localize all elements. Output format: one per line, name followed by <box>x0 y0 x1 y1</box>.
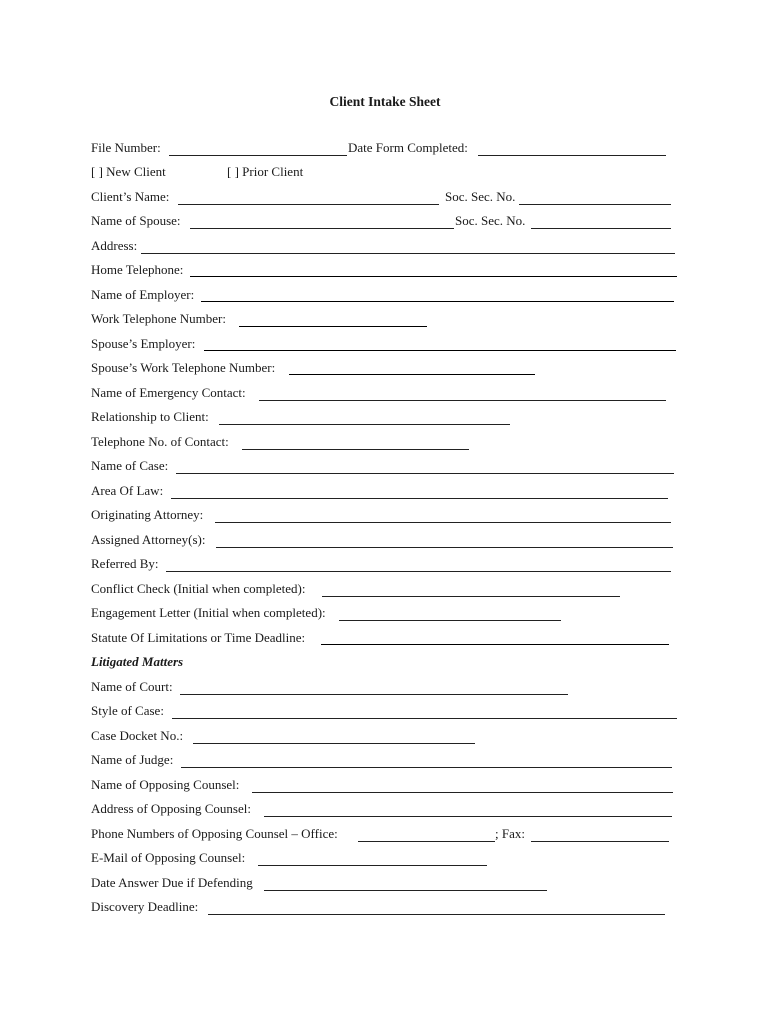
new-client-checkbox[interactable] <box>91 163 166 181</box>
date-form-completed-field[interactable] <box>478 155 666 156</box>
telephone-no-of-contact-field[interactable] <box>242 449 469 450</box>
work-telephone-number-field[interactable] <box>239 326 427 327</box>
referred-by-label: Referred By: <box>91 556 159 571</box>
soc-sec-no-2-label: Soc. Sec. No. <box>455 213 526 228</box>
soc-sec-no-2-field[interactable] <box>531 228 671 229</box>
engagement-letter-field[interactable] <box>339 620 561 621</box>
name-of-emergency-contact-label: Name of Emergency Contact: <box>91 385 246 400</box>
statute-of-limitations-label: Statute Of Limitations or Time Deadline: <box>91 630 306 645</box>
name-of-emergency-contact-field[interactable] <box>259 400 666 401</box>
case-docket-no-field[interactable] <box>193 743 475 744</box>
email-of-opposing-counsel-field[interactable] <box>258 865 487 866</box>
name-of-opposing-counsel-field[interactable] <box>252 792 673 793</box>
discovery-deadline-field[interactable] <box>208 914 665 915</box>
name-of-employer-field[interactable] <box>201 301 674 302</box>
area-of-law-field[interactable] <box>171 498 668 499</box>
name-of-court-field[interactable] <box>180 694 568 695</box>
name-of-employer-label: Name of Employer: <box>91 287 195 302</box>
spouses-employer-field[interactable] <box>204 350 676 351</box>
fax-field[interactable] <box>531 841 669 842</box>
opposing-counsel-office-phone-label: Phone Numbers of Opposing Counsel – Office: <box>91 826 338 841</box>
spouses-work-telephone-number-label: Spouse’s Work Telephone Number: <box>91 360 276 375</box>
spouses-work-telephone-number-field[interactable] <box>289 374 535 375</box>
case-docket-no-label: Case Docket No.: <box>91 728 184 743</box>
name-of-opposing-counsel-label: Name of Opposing Counsel: <box>91 777 240 792</box>
clients-name-label: Client’s Name: <box>91 189 170 204</box>
address-of-opposing-counsel-label: Address of Opposing Counsel: <box>91 801 251 816</box>
name-of-spouse-label: Name of Spouse: <box>91 213 181 228</box>
telephone-no-of-contact-label: Telephone No. of Contact: <box>91 434 229 449</box>
date-form-completed-label: Date Form Completed: <box>348 140 468 155</box>
style-of-case-field[interactable] <box>172 718 677 719</box>
file-number-field[interactable] <box>169 155 347 156</box>
originating-attorney-label: Originating Attorney: <box>91 507 204 522</box>
address-of-opposing-counsel-field[interactable] <box>264 816 672 817</box>
name-of-judge-field[interactable] <box>181 767 672 768</box>
form-title: Client Intake Sheet <box>329 94 441 109</box>
statute-of-limitations-field[interactable] <box>321 644 669 645</box>
area-of-law-label: Area Of Law: <box>91 483 164 498</box>
conflict-check-label: Conflict Check (Initial when completed): <box>91 581 306 596</box>
fax-label: ; Fax: <box>495 826 525 841</box>
conflict-check-field[interactable] <box>322 596 620 597</box>
name-of-case-field[interactable] <box>176 473 674 474</box>
new-client-label: [ ] New Client <box>91 164 166 179</box>
name-of-case-label: Name of Case: <box>91 458 169 473</box>
soc-sec-no-1-field[interactable] <box>519 204 671 205</box>
soc-sec-no-1-label: Soc. Sec. No. <box>445 189 516 204</box>
prior-client-label: [ ] Prior Client <box>227 164 304 179</box>
engagement-letter-label: Engagement Letter (Initial when completed): <box>91 605 326 620</box>
opposing-counsel-office-phone-field[interactable] <box>358 841 495 842</box>
spouses-employer-label: Spouse’s Employer: <box>91 336 196 351</box>
work-telephone-number-label: Work Telephone Number: <box>91 311 226 326</box>
prior-client-checkbox[interactable] <box>227 163 303 181</box>
name-of-spouse-field[interactable] <box>190 228 454 229</box>
name-of-judge-label: Name of Judge: <box>91 752 174 767</box>
relationship-to-client-field[interactable] <box>219 424 510 425</box>
date-answer-due-field[interactable] <box>264 890 547 891</box>
relationship-to-client-label: Relationship to Client: <box>91 409 209 424</box>
clients-name-field[interactable] <box>178 204 439 205</box>
email-of-opposing-counsel-label: E-Mail of Opposing Counsel: <box>91 850 246 865</box>
referred-by-field[interactable] <box>166 571 671 572</box>
assigned-attorneys-label: Assigned Attorney(s): <box>91 532 206 547</box>
address-field[interactable] <box>141 253 675 254</box>
address-label: Address: <box>91 238 138 253</box>
litigated-matters-heading: Litigated Matters <box>91 654 184 669</box>
date-answer-due-label: Date Answer Due if Defending <box>91 875 253 890</box>
file-number-label: File Number: <box>91 140 161 155</box>
home-telephone-label: Home Telephone: <box>91 262 184 277</box>
name-of-court-label: Name of Court: <box>91 679 173 694</box>
originating-attorney-field[interactable] <box>215 522 671 523</box>
home-telephone-field[interactable] <box>190 276 677 277</box>
assigned-attorneys-field[interactable] <box>216 547 673 548</box>
style-of-case-label: Style of Case: <box>91 703 164 718</box>
discovery-deadline-label: Discovery Deadline: <box>91 899 199 914</box>
